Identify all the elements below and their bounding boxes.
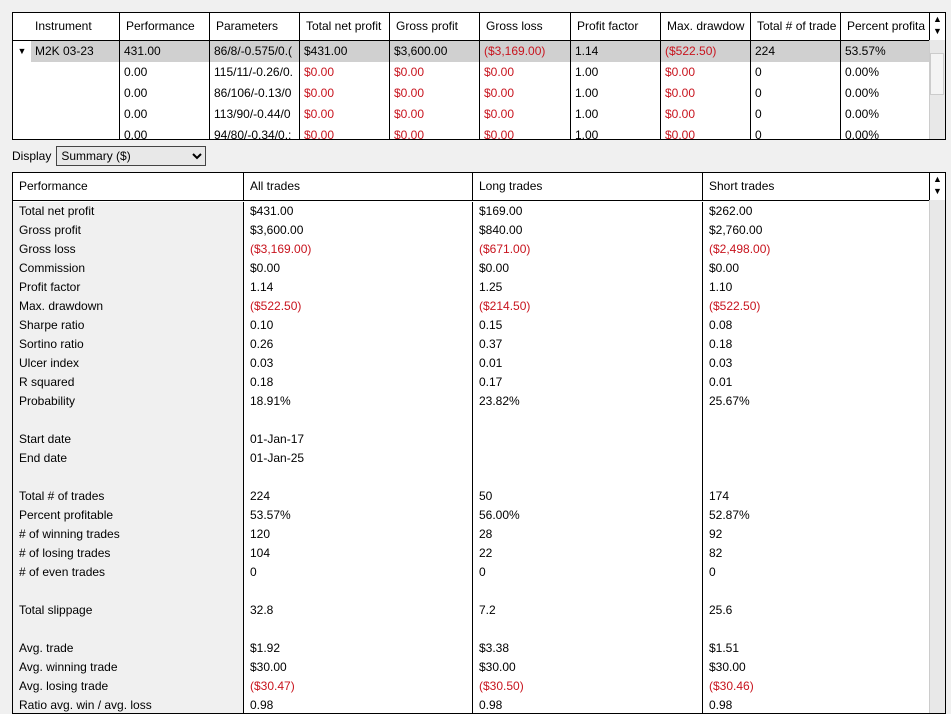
metric-value: ($30.47): [244, 677, 473, 696]
metric-value: $1.92: [244, 639, 473, 658]
metric-value: [244, 582, 473, 601]
metric-value: ($30.50): [473, 677, 703, 696]
metric-label: End date: [13, 449, 244, 468]
instrument-cell: [13, 41, 120, 62]
table-cell: 0.00%: [841, 83, 931, 104]
metric-label: Commission: [13, 259, 244, 278]
instrument-name: M2K 03-23: [31, 41, 119, 62]
metric-value: 0.18: [244, 373, 473, 392]
table-cell: 431.00: [120, 41, 210, 62]
scrollbar-thumb[interactable]: [930, 53, 944, 95]
metric-label: # of winning trades: [13, 525, 244, 544]
collapse-arrow-icon[interactable]: [13, 104, 31, 125]
column-header[interactable]: Gross profit: [390, 13, 480, 40]
metric-value: [703, 582, 931, 601]
table-cell: 0.00: [120, 62, 210, 83]
summary-row: [13, 335, 945, 354]
table-cell: $0.00: [661, 104, 751, 125]
metric-value: [244, 411, 473, 430]
table-cell: 0.00%: [841, 125, 931, 140]
metric-label: Sortino ratio: [13, 335, 244, 354]
metric-value: 0.37: [473, 335, 703, 354]
metric-value: ($522.50): [703, 297, 931, 316]
metric-value: 25.6: [703, 601, 931, 620]
metric-value: [244, 468, 473, 487]
metric-label: Start date: [13, 430, 244, 449]
metric-label: Avg. winning trade: [13, 658, 244, 677]
metric-label: [13, 582, 244, 601]
metric-value: $262.00: [703, 202, 931, 221]
metric-label: Gross loss: [13, 240, 244, 259]
table-cell: 0: [751, 83, 841, 104]
sort-arrows-icon[interactable]: ▲ ▼: [929, 173, 945, 200]
summary-row: [13, 506, 945, 525]
metric-value: 01-Jan-25: [244, 449, 473, 468]
column-header[interactable]: Total net profit: [300, 13, 390, 40]
metric-value: $30.00: [473, 658, 703, 677]
table-cell: $0.00: [480, 104, 571, 125]
metric-value: 23.82%: [473, 392, 703, 411]
table-cell: $0.00: [390, 83, 480, 104]
table-cell: $0.00: [300, 104, 390, 125]
metric-value: [703, 430, 931, 449]
metric-value: [473, 411, 703, 430]
metric-value: 0: [703, 563, 931, 582]
metric-label: Probability: [13, 392, 244, 411]
metric-value: 0.17: [473, 373, 703, 392]
metric-value: 32.8: [244, 601, 473, 620]
metric-value: 0.98: [473, 696, 703, 714]
metric-label: Max. drawdown: [13, 297, 244, 316]
table-cell: $0.00: [300, 125, 390, 140]
metric-value: $431.00: [244, 202, 473, 221]
instrument-name: [31, 125, 119, 140]
instrument-cell: [13, 83, 120, 104]
summary-row: [13, 259, 945, 278]
summary-row: [13, 696, 945, 714]
table-cell: 0.00%: [841, 62, 931, 83]
table-cell: 1.00: [571, 125, 661, 140]
summary-row: [13, 601, 945, 620]
metric-label: # of even trades: [13, 563, 244, 582]
table-cell: 113/90/-0.44/0: [210, 104, 300, 125]
metric-value: $0.00: [473, 259, 703, 278]
metric-label: [13, 468, 244, 487]
metric-value: 0.26: [244, 335, 473, 354]
metric-value: ($2,498.00): [703, 240, 931, 259]
metric-value: 18.91%: [244, 392, 473, 411]
table-cell: 0.00%: [841, 104, 931, 125]
table-cell: ($522.50): [661, 41, 751, 62]
instrument-cell: [13, 125, 120, 140]
metric-value: 0.98: [703, 696, 931, 714]
table-cell: 0: [751, 125, 841, 140]
summary-column-header[interactable]: Performance: [13, 173, 244, 200]
table-cell: $0.00: [661, 125, 751, 140]
metric-value: [703, 620, 931, 639]
optimization-results-table: [12, 12, 946, 140]
results-header: [13, 13, 945, 41]
metric-value: [703, 411, 931, 430]
metric-label: Ulcer index: [13, 354, 244, 373]
metric-label: # of losing trades: [13, 544, 244, 563]
table-cell: 53.57%: [841, 41, 931, 62]
metric-value: [473, 468, 703, 487]
metric-label: Sharpe ratio: [13, 316, 244, 335]
table-row[interactable]: [13, 104, 945, 125]
metric-value: 0: [473, 563, 703, 582]
table-cell: $0.00: [661, 83, 751, 104]
table-cell: $0.00: [661, 62, 751, 83]
metric-value: 0.01: [473, 354, 703, 373]
metric-value: $30.00: [244, 658, 473, 677]
collapse-arrow-icon[interactable]: [13, 125, 31, 140]
metric-value: 1.25: [473, 278, 703, 297]
metric-value: 28: [473, 525, 703, 544]
table-cell: $0.00: [390, 62, 480, 83]
metric-value: ($522.50): [244, 297, 473, 316]
table-cell: 86/106/-0.13/0: [210, 83, 300, 104]
metric-label: R squared: [13, 373, 244, 392]
summary-row: [13, 468, 945, 487]
instrument-name: [31, 83, 119, 104]
summary-row: [13, 373, 945, 392]
summary-row: [13, 221, 945, 240]
metric-value: 224: [244, 487, 473, 506]
metric-value: [473, 430, 703, 449]
metric-label: Total slippage: [13, 601, 244, 620]
metric-label: Profit factor: [13, 278, 244, 297]
column-header[interactable]: Percent profita: [841, 13, 931, 40]
metric-value: 0.03: [244, 354, 473, 373]
metric-value: 0.10: [244, 316, 473, 335]
column-header[interactable]: Total # of trade: [751, 13, 841, 40]
metric-value: 0.98: [244, 696, 473, 714]
table-cell: 86/8/-0.575/0.(: [210, 41, 300, 62]
metric-label: [13, 620, 244, 639]
metric-value: 56.00%: [473, 506, 703, 525]
table-cell: $3,600.00: [390, 41, 480, 62]
table-cell: 0: [751, 104, 841, 125]
summary-row: [13, 525, 945, 544]
display-control: [12, 146, 206, 166]
metric-value: 0.08: [703, 316, 931, 335]
table-row[interactable]: [13, 125, 945, 140]
summary-row: [13, 449, 945, 468]
metric-value: $30.00: [703, 658, 931, 677]
metric-value: $3,600.00: [244, 221, 473, 240]
table-cell: 224: [751, 41, 841, 62]
metric-value: 25.67%: [703, 392, 931, 411]
metric-value: 53.57%: [244, 506, 473, 525]
column-header[interactable]: Instrument: [13, 13, 120, 40]
metric-value: $3.38: [473, 639, 703, 658]
instrument-name: [31, 62, 119, 83]
metric-value: ($3,169.00): [244, 240, 473, 259]
metric-value: [703, 468, 931, 487]
metric-value: ($30.46): [703, 677, 931, 696]
metric-value: $0.00: [244, 259, 473, 278]
metric-value: 0.01: [703, 373, 931, 392]
table-cell: $0.00: [390, 104, 480, 125]
summary-row: [13, 487, 945, 506]
metric-value: [473, 449, 703, 468]
sort-arrows-icon[interactable]: ▲ ▼: [929, 13, 945, 40]
metric-value: 22: [473, 544, 703, 563]
summary-body: [13, 202, 945, 714]
table-cell: 0.00: [120, 83, 210, 104]
table-cell: 1.00: [571, 83, 661, 104]
metric-value: ($671.00): [473, 240, 703, 259]
table-cell: ($3,169.00): [480, 41, 571, 62]
metric-value: 0: [244, 563, 473, 582]
metric-value: ($214.50): [473, 297, 703, 316]
summary-row: [13, 544, 945, 563]
summary-row: [13, 297, 945, 316]
summary-scrollbar[interactable]: [929, 173, 945, 713]
table-cell: $0.00: [480, 125, 571, 140]
table-row[interactable]: [13, 83, 945, 104]
metric-value: [473, 620, 703, 639]
metric-label: Total net profit: [13, 202, 244, 221]
table-cell: 0: [751, 62, 841, 83]
table-cell: 115/11/-0.26/0.: [210, 62, 300, 83]
summary-row: [13, 354, 945, 373]
metric-value: 0.18: [703, 335, 931, 354]
summary-row: [13, 202, 945, 221]
summary-column-header[interactable]: Long trades: [473, 173, 703, 200]
metric-value: 0.15: [473, 316, 703, 335]
metric-label: Avg. losing trade: [13, 677, 244, 696]
metric-value: 50: [473, 487, 703, 506]
summary-column-header[interactable]: Short trades: [703, 173, 931, 200]
collapse-arrow-icon[interactable]: [13, 83, 31, 104]
metric-label: Ratio avg. win / avg. loss: [13, 696, 244, 714]
table-cell: $0.00: [300, 83, 390, 104]
collapse-arrow-icon[interactable]: [13, 62, 31, 83]
metric-label: Gross profit: [13, 221, 244, 240]
summary-row: [13, 639, 945, 658]
metric-value: [244, 620, 473, 639]
table-cell: $0.00: [480, 62, 571, 83]
display-label: Display: [12, 149, 52, 163]
metric-value: $0.00: [703, 259, 931, 278]
summary-row: [13, 430, 945, 449]
summary-row: [13, 278, 945, 297]
metric-value: 7.2: [473, 601, 703, 620]
summary-table: [12, 172, 946, 714]
summary-row: [13, 411, 945, 430]
metric-value: [473, 582, 703, 601]
metric-value: 174: [703, 487, 931, 506]
metric-value: $1.51: [703, 639, 931, 658]
table-row[interactable]: [13, 41, 945, 62]
metric-label: Total # of trades: [13, 487, 244, 506]
table-cell: 0.00: [120, 104, 210, 125]
column-header[interactable]: Profit factor: [571, 13, 661, 40]
column-header[interactable]: Parameters: [210, 13, 300, 40]
table-cell: $0.00: [300, 62, 390, 83]
table-row[interactable]: [13, 62, 945, 83]
summary-column-header[interactable]: All trades: [244, 173, 473, 200]
summary-row: [13, 240, 945, 259]
metric-value: 52.87%: [703, 506, 931, 525]
metric-value: 82: [703, 544, 931, 563]
summary-row: [13, 677, 945, 696]
metric-value: 1.10: [703, 278, 931, 297]
metric-label: Avg. trade: [13, 639, 244, 658]
column-header[interactable]: Max. drawdow: [661, 13, 751, 40]
metric-value: $2,760.00: [703, 221, 931, 240]
instrument-cell: [13, 62, 120, 83]
metric-value: $169.00: [473, 202, 703, 221]
summary-row: [13, 658, 945, 677]
summary-header: [13, 173, 945, 201]
metric-value: 01-Jan-17: [244, 430, 473, 449]
metric-label: [13, 411, 244, 430]
table-cell: 0.00: [120, 125, 210, 140]
collapse-arrow-icon[interactable]: ▼: [13, 41, 31, 62]
metric-value: 104: [244, 544, 473, 563]
table-cell: 1.00: [571, 62, 661, 83]
metric-value: [703, 449, 931, 468]
column-header[interactable]: Performance: [120, 13, 210, 40]
table-cell: $0.00: [480, 83, 571, 104]
metric-value: $840.00: [473, 221, 703, 240]
table-cell: 1.00: [571, 104, 661, 125]
metric-value: 120: [244, 525, 473, 544]
summary-row: [13, 563, 945, 582]
instrument-cell: [13, 104, 120, 125]
display-select[interactable]: [56, 146, 206, 166]
table-cell: $0.00: [390, 125, 480, 140]
instrument-name: [31, 104, 119, 125]
table-cell: 94/80/-0.34/0.:: [210, 125, 300, 140]
summary-row: [13, 316, 945, 335]
metric-value: 92: [703, 525, 931, 544]
summary-row: [13, 620, 945, 639]
summary-row: [13, 392, 945, 411]
table-cell: $431.00: [300, 41, 390, 62]
results-body: [13, 41, 945, 140]
metric-value: 1.14: [244, 278, 473, 297]
summary-row: [13, 582, 945, 601]
column-header[interactable]: Gross loss: [480, 13, 571, 40]
metric-value: 0.03: [703, 354, 931, 373]
table-cell: 1.14: [571, 41, 661, 62]
metric-label: Percent profitable: [13, 506, 244, 525]
